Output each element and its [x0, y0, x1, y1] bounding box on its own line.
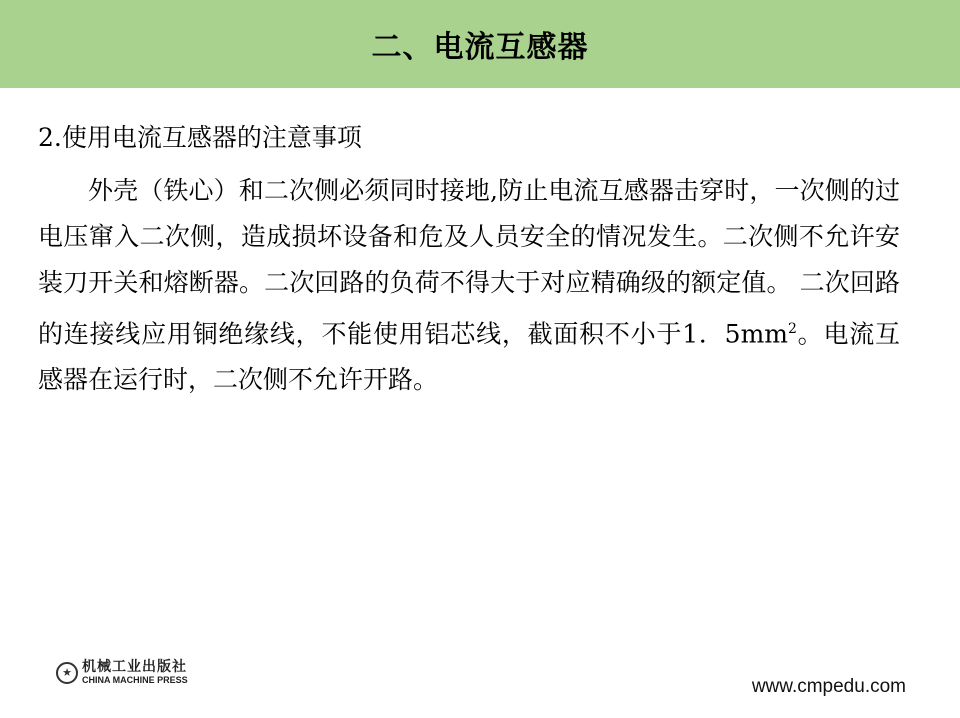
publisher-name-cn: 机械工业出版社 [82, 659, 187, 675]
publisher-name-en: CHINA MACHINE PRESS [82, 675, 188, 685]
publisher-logo [56, 660, 188, 685]
body-paragraph [38, 168, 900, 403]
body-text-tail: 。电流互感器在运行时，二次侧不允许开路。 [38, 319, 900, 395]
gear-star-icon: ★ [56, 662, 78, 684]
website-url: www.cmpedu.com [751, 676, 906, 697]
slide-title: 二、电流互感器 [371, 30, 589, 65]
superscript-2: 2 [787, 321, 797, 337]
section-subheading: 2.使用电流互感器的注意事项 [38, 123, 362, 152]
body-text-main: 外壳（铁心）和二次侧必须同时接地,防止电流互感器击穿时，一次侧的过电压窜入二次侧，造成损坏设备和危及人员安全的情况发生。二次侧不允许安装刀开关和熔断器。二次回路的负荷不得大于对应精确级的额定值。 二次回路的连接线应用铜绝缘线，不能使用铝芯线，截面积不小于1．5mm [38, 176, 900, 349]
